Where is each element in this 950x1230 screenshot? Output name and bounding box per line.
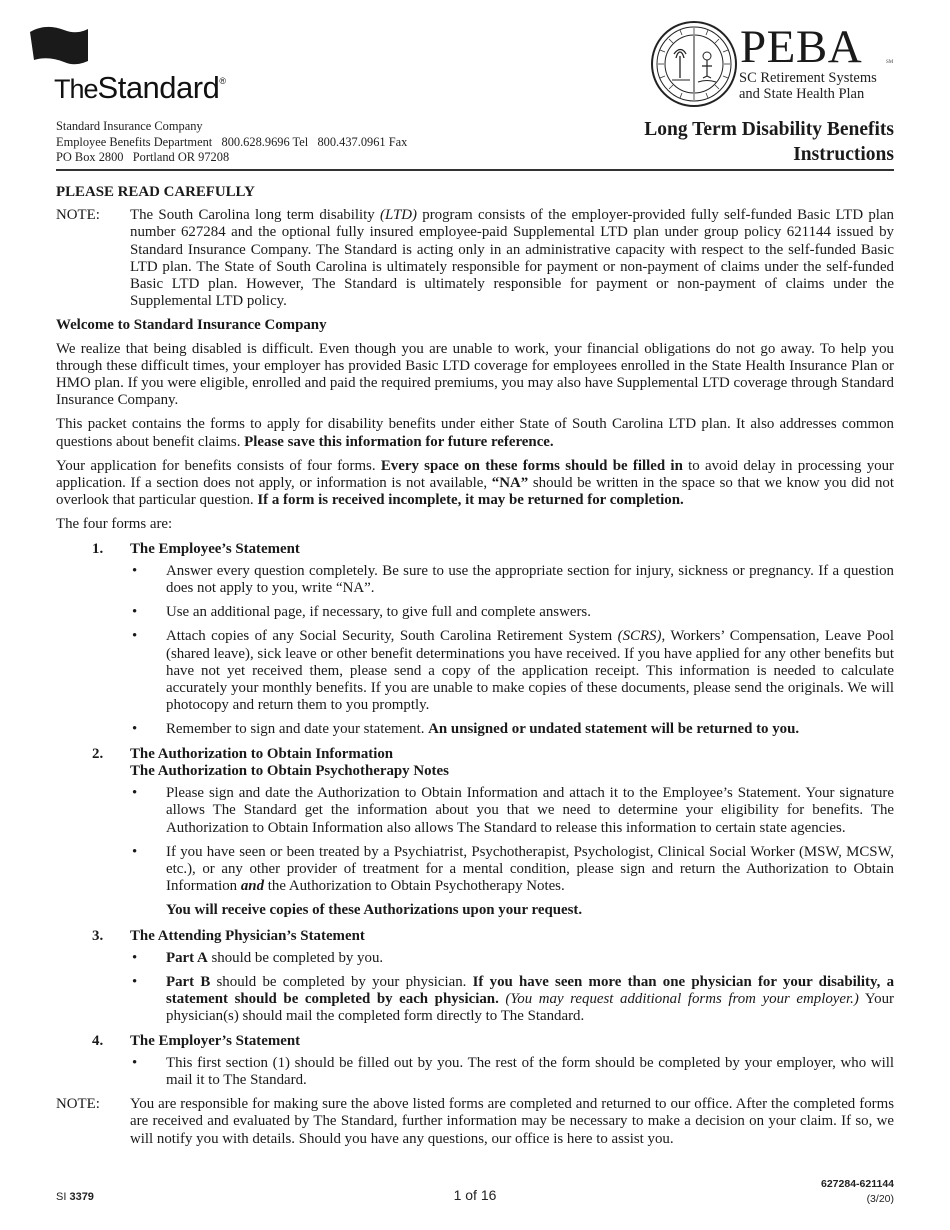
application-paragraph: Your application for benefits consists of four forms. Every space on these forms should be filled in to avoid delay in processing your application. If a section does not apply, or information is not available, “NA” should be written in the space so that we know you did not overlook that particular question. If a form is received incomplete, it may be returned for completion. bbox=[56, 457, 895, 509]
company-address: PO Box 2800 Portland OR 97208 bbox=[56, 150, 230, 164]
list-item: • Attach copies of any Social Security, South Carolina Retirement System (SCRS), Workers’ Compensation, Leave Pool (shared leave), sick leave or other benefit determinations you have received. If you have applied for any other benefits but have not yet received them, please send a copy of the application receipt. This information is needed to calculate accurately your monthly benefits. If you are unable to make copies of these documents, please send the originals. We will photocopy and return them to you promptly. bbox=[132, 628, 894, 714]
note-ltd-program bbox=[56, 207, 894, 310]
the-standard-logo bbox=[28, 24, 258, 114]
peba-subtitle-line-1: SC Retirement Systems bbox=[739, 70, 877, 86]
list-item: • Answer every question completely. Be sure to use the appropriate section for injury, sickness or pregnancy. If a question does not apply to you, write “NA”. bbox=[132, 562, 894, 597]
peba-name: PEBA bbox=[740, 21, 863, 73]
document-title-line-2: Instructions bbox=[793, 144, 894, 165]
the-standard-wordmark bbox=[54, 70, 226, 106]
note-text: The South Carolina long term disability (LTD) program consists of the employer-provided fully self-funded Basic LTD plan number 627284 and the optional fully insured employee-paid Supplemental LTD plan under group policy 621144 issued by Standard Insurance Company. The Standard is acting only in an administrative capacity with respect to the self-funded Basic LTD plan. The State of South Carolina is ultimately responsible for payment or non-payment of claims under the self-funded Basic LTD plan. However, The Standard is ultimately responsible for payment or non-payment of claims under the Supplemental LTD policy. bbox=[130, 207, 894, 310]
logo-name: Standard bbox=[97, 70, 220, 105]
section-title: The Employer’s Statement bbox=[130, 1032, 301, 1049]
peba-service-mark: SM bbox=[886, 60, 894, 65]
section-title: The Authorization to Obtain Information The Authorization to Obtain Psychotherapy Notes bbox=[130, 745, 449, 779]
section-number: 3. bbox=[92, 927, 104, 944]
section-1-bullets bbox=[130, 563, 894, 739]
list-item: • Please sign and date the Authorization to Obtain Information and attach it to the Employee’s Statement. Your signature allows The Standard get the information about you that we need to determine your eligibility for benefits. The Authorization to Obtain Information also allows The Standard to release this information to certain state agencies. bbox=[132, 785, 894, 836]
state-seal-icon bbox=[650, 20, 738, 108]
logo-registered-mark: ® bbox=[219, 76, 226, 86]
section-employer-statement bbox=[56, 1033, 894, 1050]
list-item: • Part A should be completed by you. bbox=[132, 949, 384, 966]
form-number: SI 3379 bbox=[56, 1191, 94, 1203]
section-number: 2. bbox=[92, 745, 104, 762]
list-item: • Use an additional page, if necessary, to give full and complete answers. bbox=[132, 604, 591, 621]
packet-paragraph: This packet contains the forms to apply for disability benefits under either State of South Carolina LTD plan. It also addresses common questions about benefit claims. Please save this information for future reference. bbox=[56, 416, 894, 450]
note-text: You are responsible for making sure the above listed forms are completed and returned to our office. After the completed forms are received and evaluated by The Standard, further information may be necessary to make a decision on your claim. If so, we will notify you with details. Should you have any questions, our office is here to assist you. bbox=[130, 1096, 894, 1147]
company-name: Standard Insurance Company bbox=[56, 119, 203, 133]
peba-subtitle bbox=[739, 70, 877, 102]
header-divider bbox=[56, 169, 894, 171]
note-label: NOTE: bbox=[56, 207, 100, 224]
revision-date: (3/20) bbox=[866, 1193, 894, 1205]
authorization-copies-note: You will receive copies of these Authorizations upon your request. bbox=[166, 902, 583, 919]
list-item: • Part B should be completed by your physician. If you have seen more than one physician for your disability, a statement should be completed by each physician. (You may request additional forms from your employer.) Your physician(s) should mail the completed form directly to The Standard. bbox=[132, 973, 895, 1025]
list-item: • Remember to sign and date your statement. An unsigned or undated statement will be returned to you. bbox=[132, 721, 800, 738]
section-number: 4. bbox=[92, 1032, 104, 1049]
note-responsibility bbox=[56, 1096, 894, 1148]
company-info bbox=[56, 119, 407, 166]
document-title bbox=[644, 117, 894, 167]
instructions-body bbox=[56, 184, 894, 1155]
footer-code bbox=[821, 1177, 894, 1207]
document-title-line-1: Long Term Disability Benefits bbox=[644, 119, 894, 140]
welcome-paragraph: We realize that being disabled is difficult. Even though you are unable to work, your financial obligations do not go away. To help you through these difficult times, your employer has provided Basic LTD coverage for employees enrolled in the State Health Insurance Plan or HMO plan. If you were eligible, enrolled and paid the required premiums, you may also have Supplemental LTD coverage through Standard Insurance Company. bbox=[56, 340, 894, 409]
list-item: • This first section (1) should be filled out by you. The rest of the form should be completed by your employer, who will mail it to The Standard. bbox=[132, 1054, 894, 1088]
section-physician-statement bbox=[56, 928, 894, 945]
list-item: • If you have seen or been treated by a Psychiatrist, Psychotherapist, Psychologist, Clinical Social Worker (MSW, MCSW, etc.), or any other provider of treatment for a mental condition, please sign and return the Authorization to Obtain Information and the Authorization to Obtain Psychotherapy Notes. bbox=[132, 843, 894, 895]
section-employee-statement bbox=[56, 541, 894, 558]
section-title: The Employee’s Statement bbox=[130, 540, 300, 557]
logo-prefix: The bbox=[54, 74, 98, 104]
section-number: 1. bbox=[92, 540, 104, 557]
page-number: 1 of 16 bbox=[453, 1187, 497, 1203]
section-authorization bbox=[56, 746, 894, 780]
section-3-bullets bbox=[130, 950, 894, 1026]
peba-subtitle-line-2: and State Health Plan bbox=[739, 86, 865, 102]
please-read-heading: PLEASE READ CAREFULLY bbox=[56, 184, 255, 200]
flag-icon bbox=[28, 24, 90, 66]
welcome-heading: Welcome to Standard Insurance Company bbox=[56, 317, 327, 334]
section-title: The Attending Physician’s Statement bbox=[130, 927, 365, 944]
section-4-bullets bbox=[130, 1055, 894, 1089]
section-2-bullets bbox=[130, 785, 894, 895]
peba-logo bbox=[650, 20, 900, 110]
plan-code: 627284-621144 bbox=[821, 1178, 894, 1190]
four-forms-intro: The four forms are: bbox=[56, 516, 173, 533]
company-department: Employee Benefits Department 800.628.9696 Tel 800.437.0961 Fax bbox=[56, 134, 408, 149]
note-label: NOTE: bbox=[56, 1096, 100, 1113]
